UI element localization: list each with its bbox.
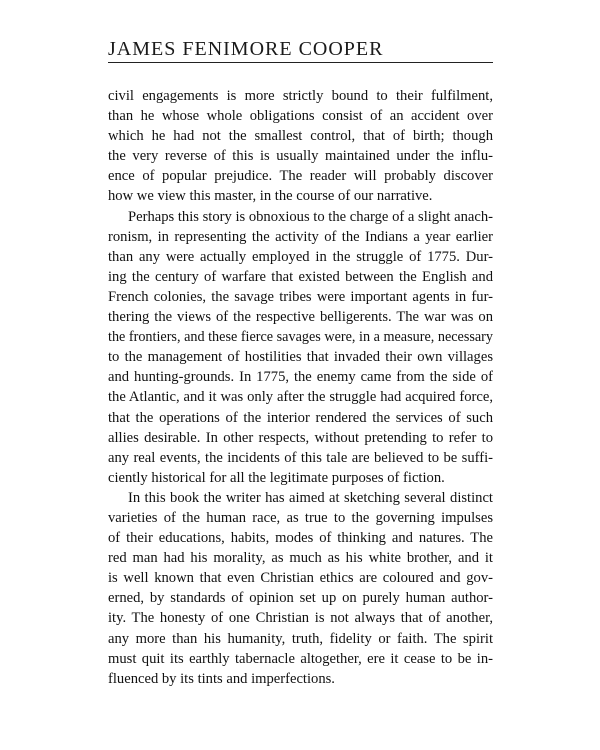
text-line: French colonies, the savage tribes were important agents in fur- <box>108 288 493 305</box>
text-line: is well known that even Christian ethics are coloured and gov- <box>108 570 493 587</box>
text-line: allies desirable. In other respects, without pretending to refer to <box>108 429 493 446</box>
text-line: ity. The honesty of one Christian is not always that of another, <box>108 610 493 627</box>
text-line: than any were actually employed in the struggle of 1775. Dur- <box>108 248 493 265</box>
text-line: the very reverse of this is usually maintained under the influ- <box>108 148 493 165</box>
text-line: ciently historical for all the legitimate purposes of fiction. <box>108 469 445 486</box>
paragraph <box>108 488 493 689</box>
text-line: of their educations, habits, modes of thinking and natures. The <box>108 530 493 547</box>
text-line: thering the views of the respective belligerents. The war was on <box>108 309 493 326</box>
text-line: Perhaps this story is obnoxious to the charge of a slight anach- <box>128 208 493 225</box>
header-rule <box>108 62 493 63</box>
paragraph <box>108 207 493 488</box>
text-line: the Atlantic, and it was only after the struggle had acquired force, <box>108 389 493 406</box>
text-line: varieties of the human race, as true to the governing impulses <box>108 509 493 526</box>
text-line: red man had his morality, as much as his white brother, and it <box>108 550 493 567</box>
body-text <box>108 86 493 689</box>
text-line: must quit its earthly tabernacle altogether, ere it cease to be in- <box>108 650 493 667</box>
text-line: ronism, in representing the activity of the Indians a year earlier <box>108 228 493 245</box>
text-line: any real events, the incidents of this tale are believed to be suffi- <box>108 449 493 466</box>
text-line: ence of popular prejudice. The reader will probably discover <box>108 168 493 185</box>
paragraph <box>108 86 493 207</box>
text-line: erned, by standards of opinion set up on purely human author- <box>108 590 493 607</box>
text-line: to the management of hostilities that invaded their own villages <box>108 349 493 366</box>
text-line: In this book the writer has aimed at sketching several distinct <box>128 489 493 506</box>
text-line: civil engagements is more strictly bound to their fulfilment, <box>108 88 493 104</box>
text-line: ing the century of warfare that existed between the English and <box>108 268 493 285</box>
text-line: and hunting-grounds. In 1775, the enemy came from the side of <box>108 369 493 386</box>
text-line: how we view this master, in the course of our narrative. <box>108 188 433 205</box>
text-line: fluenced by its tints and imperfections. <box>108 670 335 687</box>
text-line: that the operations of the interior rendered the services of such <box>108 409 493 426</box>
running-head: JAMES FENIMORE COOPER <box>108 38 384 60</box>
text-line: than he whose whole obligations consist of an accident over <box>108 108 493 125</box>
text-line: the frontiers, and these fierce savages were, in a measure, necessary <box>108 329 493 346</box>
text-line: any more than his humanity, truth, fidelity or faith. The spirit <box>108 630 493 647</box>
text-line: which he had not the smallest control, that of birth; though <box>108 128 493 145</box>
